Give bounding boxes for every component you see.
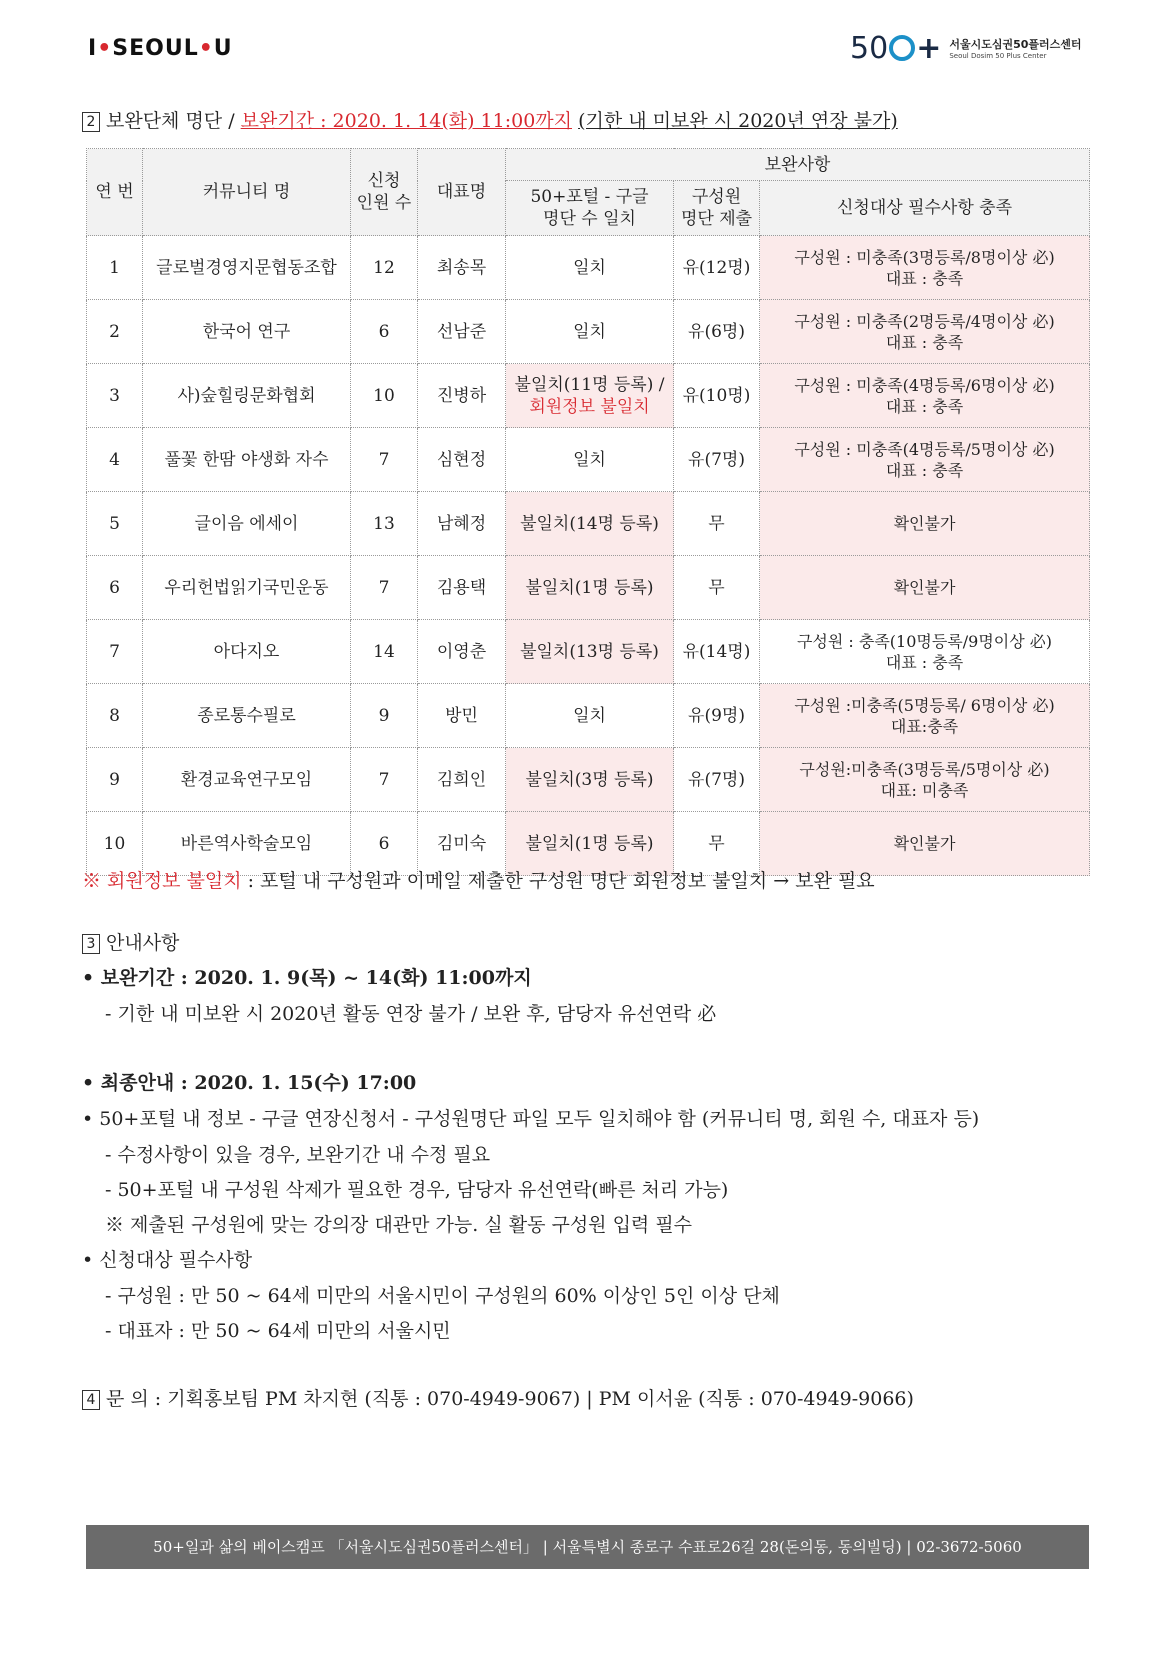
cell-rep: 김희인: [418, 748, 506, 812]
footnote: [82, 866, 875, 893]
cell-req: 구성원 : 미충족(2명등록/4명이상 必) 대표 : 충족: [760, 300, 1090, 364]
section2-period: 보완기간 : 2020. 1. 14(화) 11:00까지: [240, 110, 573, 132]
table-row: [87, 684, 1090, 748]
header-group: 보완사항: [506, 149, 1090, 181]
header-req: 신청대상 필수사항 충족: [760, 181, 1090, 236]
cell-req: 구성원 : 미충족(3명등록/8명이상 必) 대표 : 충족: [760, 236, 1090, 300]
footer-bar: 50+일과 삶의 베이스캠프 「서울시도심권50플러스센터」 | 서울특별시 종로구 수표로26길 28(돈의동, 동의빌딩) | 02-3672-5060: [86, 1525, 1089, 1569]
roster-table: [86, 148, 1090, 876]
match-text: 불일치(1명 등록): [525, 833, 654, 854]
cell-req: 구성원 : 충족(10명등록/9명이상 必) 대표 : 충족: [760, 620, 1090, 684]
cell-rep: 방민: [418, 684, 506, 748]
cell-name: 우리헌법읽기국민운동: [143, 556, 351, 620]
cell-members: 7: [351, 556, 418, 620]
cell-list: 무: [674, 812, 760, 876]
cell-no: 5: [87, 492, 143, 556]
guide-line: - 수정사항이 있을 경우, 보완기간 내 수정 필요: [105, 1144, 491, 1166]
cell-no: 6: [87, 556, 143, 620]
cell-members: 6: [351, 812, 418, 876]
section2-note: (기한 내 미보완 시 2020년 연장 불가): [578, 110, 898, 132]
guide-line: - 대표자 : 만 50 ~ 64세 미만의 서울시민: [105, 1320, 451, 1342]
cell-members: 7: [351, 748, 418, 812]
guide-line: • 보완기간 : 2020. 1. 9(목) ~ 14(화) 11:00까지: [82, 967, 532, 989]
table-row: [87, 556, 1090, 620]
cell-list: 무: [674, 492, 760, 556]
match-text: 일치: [573, 705, 606, 726]
footnote-text: : 포털 내 구성원과 이메일 제출한 구성원 명단 회원정보 불일치 → 보완 필요: [241, 870, 875, 892]
cell-req: 확인불가: [760, 812, 1090, 876]
cell-req: 확인불가: [760, 492, 1090, 556]
cell-name: 글로벌경영지문협동조합: [143, 236, 351, 300]
section-number-box: 3: [82, 934, 100, 954]
cell-list: 유(14명): [674, 620, 760, 684]
section2-heading: [82, 106, 898, 133]
match-text: 일치: [573, 321, 606, 342]
cell-no: 2: [87, 300, 143, 364]
cell-match: [506, 236, 674, 300]
header-match: 50+포털 - 구글 명단 수 일치: [506, 181, 674, 236]
cell-list: 유(9명): [674, 684, 760, 748]
match-text: 불일치(13명 등록): [520, 641, 659, 662]
cell-name: 아다지오: [143, 620, 351, 684]
guide-line: ※ 제출된 구성원에 맞는 강의장 대관만 가능. 실 활동 구성원 입력 필수: [105, 1214, 693, 1236]
logo-title: 서울시도심권50플러스센터: [949, 38, 1082, 51]
cell-name: 사)숲힐링문화협회: [143, 364, 351, 428]
cell-no: 10: [87, 812, 143, 876]
cell-req: 확인불가: [760, 556, 1090, 620]
section-number-box: 2: [82, 112, 100, 132]
cell-members: 10: [351, 364, 418, 428]
match-text: 불일치(3명 등록): [525, 769, 654, 790]
match-text: 불일치(14명 등록): [520, 513, 659, 534]
cell-rep: 김용택: [418, 556, 506, 620]
guide-line: - 구성원 : 만 50 ~ 64세 미만의 서울시민이 구성원의 60% 이상인 5인 이상 단체: [105, 1285, 780, 1307]
cell-members: 12: [351, 236, 418, 300]
cell-members: 9: [351, 684, 418, 748]
contact-text: 문 의 : 기획홍보팀 PM 차지현 (직통 : 070-4949-9067) | PM 이서윤 (직통 : 070-4949-9066): [106, 1388, 914, 1410]
cell-list: 유(12명): [674, 236, 760, 300]
cell-match: [506, 364, 674, 428]
cell-list: 유(7명): [674, 428, 760, 492]
match-text: 불일치(1명 등록): [525, 577, 654, 598]
cell-rep: 심현정: [418, 428, 506, 492]
cell-members: 13: [351, 492, 418, 556]
table-row: [87, 748, 1090, 812]
cell-rep: 최송목: [418, 236, 506, 300]
header-name: 커뮤니티 명: [143, 149, 351, 236]
cell-members: 14: [351, 620, 418, 684]
section2-title: 보완단체 명단 /: [106, 110, 235, 132]
cell-match: [506, 556, 674, 620]
seoul-logo: I•SEOUL•U: [88, 36, 233, 61]
cell-list: 무: [674, 556, 760, 620]
header-list: 구성원 명단 제출: [674, 181, 760, 236]
cell-rep: 이영춘: [418, 620, 506, 684]
cell-req: 구성원 : 미충족(4명등록/6명이상 必) 대표 : 충족: [760, 364, 1090, 428]
cell-no: 3: [87, 364, 143, 428]
header-rep: 대표명: [418, 149, 506, 236]
cell-rep: 남혜정: [418, 492, 506, 556]
logo-plus: +: [916, 30, 942, 66]
cell-no: 9: [87, 748, 143, 812]
section-number-box: 4: [82, 1390, 100, 1410]
cell-list: 유(7명): [674, 748, 760, 812]
cell-req: 구성원 : 미충족(4명등록/5명이상 必) 대표 : 충족: [760, 428, 1090, 492]
match-text: 일치: [573, 257, 606, 278]
cell-rep: 진병하: [418, 364, 506, 428]
logo-circle-icon: [889, 35, 915, 61]
guide-line: • 50+포털 내 정보 - 구글 연장신청서 - 구성원명단 파일 모두 일치해야 함 (커뮤니티 명, 회원 수, 대표자 등): [82, 1108, 980, 1130]
cell-rep: 선남준: [418, 300, 506, 364]
cell-name: 환경교육연구모임: [143, 748, 351, 812]
cell-name: 한국어 연구: [143, 300, 351, 364]
cell-list: 유(6명): [674, 300, 760, 364]
cell-match: [506, 620, 674, 684]
cell-no: 1: [87, 236, 143, 300]
cell-match: [506, 492, 674, 556]
contact-line: [82, 1384, 914, 1411]
table-row: [87, 300, 1090, 364]
guide-line: • 신청대상 필수사항: [82, 1249, 253, 1271]
guide-line: - 50+포털 내 구성원 삭제가 필요한 경우, 담당자 유선연락(빠른 처리 가능): [105, 1179, 729, 1201]
cell-req: 구성원:미충족(3명등록/5명이상 必) 대표: 미충족: [760, 748, 1090, 812]
header-no: 연 번: [87, 149, 143, 236]
table-row: [87, 236, 1090, 300]
cell-no: 4: [87, 428, 143, 492]
cell-match: [506, 300, 674, 364]
match-text: 불일치(11명 등록) /: [514, 374, 665, 395]
cell-name: 종로통수필로: [143, 684, 351, 748]
logo-subtitle: Seoul Dosim 50 Plus Center: [949, 52, 1047, 60]
cell-no: 8: [87, 684, 143, 748]
logo-number: 50: [850, 30, 889, 66]
center-logo: [850, 28, 1082, 68]
section3-heading: [82, 928, 179, 955]
table-row: [87, 428, 1090, 492]
guide-line: - 기한 내 미보완 시 2020년 활동 연장 불가 / 보완 후, 담당자 유선연락 必: [105, 1003, 717, 1025]
cell-name: 글이음 에세이: [143, 492, 351, 556]
table-row: [87, 364, 1090, 428]
cell-rep: 김미숙: [418, 812, 506, 876]
cell-members: 7: [351, 428, 418, 492]
cell-name: 풀꽃 한땀 야생화 자수: [143, 428, 351, 492]
cell-list: 유(10명): [674, 364, 760, 428]
guide-line: • 최종안내 : 2020. 1. 15(수) 17:00: [82, 1072, 417, 1094]
match-text: 일치: [573, 449, 606, 470]
table-row: [87, 620, 1090, 684]
match-extra-text: 회원정보 불일치: [529, 396, 650, 417]
table-row: [87, 492, 1090, 556]
header-members: 신청 인원 수: [351, 149, 418, 236]
cell-match: [506, 428, 674, 492]
section3-title: 안내사항: [106, 932, 180, 954]
cell-match: [506, 684, 674, 748]
cell-req: 구성원 :미충족(5명등록/ 6명이상 必) 대표:충족: [760, 684, 1090, 748]
cell-name: 바른역사학술모임: [143, 812, 351, 876]
cell-members: 6: [351, 300, 418, 364]
cell-match: [506, 748, 674, 812]
cell-no: 7: [87, 620, 143, 684]
footnote-label: ※ 회원정보 불일치: [82, 870, 242, 892]
